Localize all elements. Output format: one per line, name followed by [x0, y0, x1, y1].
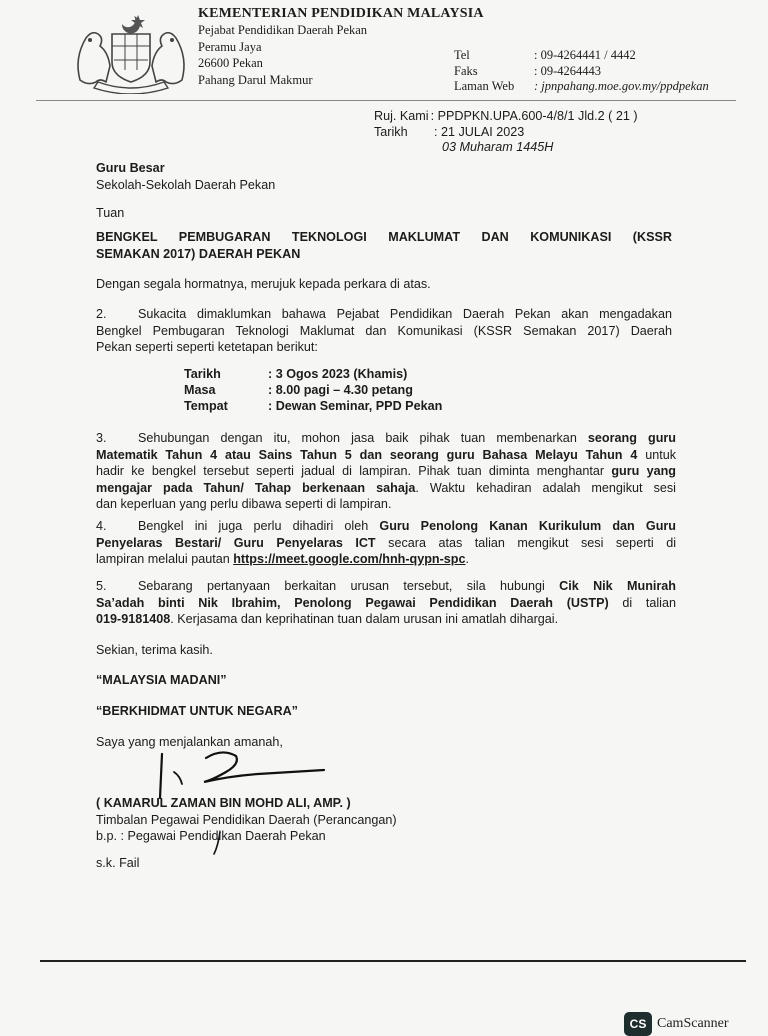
subject-line: BENGKEL PEMBUGARAN TEKNOLOGI MAKLUMAT DAN KOMUNIKASI (KSSR	[96, 230, 672, 244]
signatory-bp: b.p. : Pegawai Pendidikan Daerah Pekan	[96, 829, 326, 843]
paragraph-emphasis: mengajar pada Tahun/ Tahap berkenaan sahaja	[96, 480, 416, 495]
paragraph-line	[96, 518, 676, 535]
paragraph-emphasis: seorang guru	[587, 431, 676, 445]
opening-line: Dengan segala hormatnya, merujuk kepada perkara di atas.	[96, 277, 431, 291]
schedule-block	[184, 366, 442, 414]
sk-line: s.k. Fail	[96, 856, 140, 870]
schedule-value: : 8.00 pagi – 4.30 petang	[268, 383, 413, 397]
date-value: : 21 JULAI 2023	[434, 124, 525, 139]
contact-fax	[454, 64, 709, 80]
paragraph-line	[96, 430, 676, 447]
paragraph-emphasis: Guru Penolong Kanan Kurikulum dan Guru	[379, 519, 676, 533]
paragraph-text: lampiran melalui pautan	[96, 552, 234, 566]
paragraph-text: .	[465, 552, 470, 566]
paragraph-text: secara atas talian mengikut sesi seperti di	[375, 535, 676, 550]
footer-divider	[40, 960, 746, 962]
coat-of-arms-crest	[72, 10, 190, 94]
paragraph-line	[96, 578, 676, 595]
recipient-block	[96, 160, 275, 193]
contact-web	[454, 79, 709, 95]
subject-line: SEMAKAN 2017) DAERAH PEKAN	[96, 246, 301, 261]
schedule-row	[184, 366, 442, 382]
ministry-name: KEMENTERIAN PENDIDIKAN MALAYSIA	[198, 6, 484, 21]
paragraph-2	[96, 306, 672, 356]
motto-berkhidmat: “BERKHIDMAT UNTUK NEGARA”	[96, 704, 298, 718]
paragraph-line: Bengkel Pembugaran Teknologi Maklumat dan Komunikasi (KSSR Semakan 2017) Daerah	[96, 323, 672, 338]
paragraph-line	[96, 551, 676, 568]
schedule-label: Tempat	[184, 399, 228, 413]
schedule-label: Masa	[184, 383, 216, 397]
paragraph-emphasis: Sa’adah binti Nik Ibrahim, Penolong Pegawai Pendidikan Daerah (USTP)	[96, 595, 609, 610]
address-line: 26600 Pekan	[198, 56, 263, 70]
camscanner-label: CamScanner	[657, 1016, 729, 1031]
subject	[96, 229, 672, 262]
paragraph-emphasis: guru yang	[611, 464, 676, 478]
schedule-value: : 3 Ogos 2023 (Khamis)	[268, 367, 408, 381]
signatory-name: ( KAMARUL ZAMAN BIN MOHD ALI, AMP. )	[96, 796, 351, 810]
schedule-row	[184, 382, 442, 398]
meet-link[interactable]: https://meet.google.com/hnh-qypn-spc	[233, 552, 466, 566]
paragraph-text: hadir ke bengkel tersebut seperti jadual di lampiran. Pihak tuan diminta menghantar	[96, 464, 612, 478]
date-label: Tarikh	[374, 124, 408, 139]
camscanner-watermark	[624, 1012, 729, 1036]
paragraph-line	[96, 447, 676, 464]
paragraph-line	[96, 463, 676, 480]
address-line: Pahang Darul Makmur	[198, 72, 313, 87]
paragraph-line	[96, 306, 672, 323]
contact-value: : jpnpahang.moe.gov.my/ppdpekan	[534, 79, 709, 93]
ref-value: : PPDPKN.UPA.600-4/8/1 Jld.2 ( 21 )	[430, 109, 638, 123]
paragraph-text: Sehubungan dengan itu, mohon jasa baik pihak tuan membenarkan	[138, 431, 588, 445]
paragraph-emphasis: Penyelaras Bestari/ Guru Penyelaras ICT	[96, 535, 376, 550]
reference-block	[374, 109, 638, 156]
address-line: Pejabat Pendidikan Daerah Pekan	[198, 23, 368, 37]
amanah-line: Saya yang menjalankan amanah,	[96, 735, 283, 749]
contact-block	[454, 48, 709, 95]
date-row	[374, 125, 638, 141]
salutation: Tuan	[96, 206, 125, 220]
camscanner-logo-icon: CS	[624, 1012, 652, 1036]
address-line: Peramu Jaya	[198, 39, 262, 54]
signatory-title: Timbalan Pegawai Pendidikan Daerah (Perancangan)	[96, 812, 397, 827]
contact-value: : 09-4264441 / 4442	[534, 48, 636, 62]
paragraph-number: 3.	[96, 431, 107, 445]
paragraph-emphasis: Matematik Tahun 4 atau Sains Tahun 5 dan seorang guru Bahasa Melayu Tahun 4	[96, 447, 638, 462]
paragraph-line: Pekan seperti seperti ketetapan berikut:	[96, 340, 318, 354]
paragraph-text: di talian	[608, 595, 676, 610]
paragraph-text: Sukacita dimaklumkan bahawa Pejabat Pendidikan Daerah Pekan akan mengadakan	[138, 307, 672, 321]
contact-value: : 09-4264443	[534, 63, 602, 78]
reference-row	[374, 109, 638, 125]
contact-tel	[454, 48, 709, 64]
paragraph-5	[96, 578, 676, 628]
closing-line: Sekian, terima kasih.	[96, 643, 213, 657]
schedule-value: : Dewan Seminar, PPD Pekan	[268, 399, 443, 413]
letterhead-divider	[36, 100, 736, 101]
paragraph-text: Bengkel ini juga perlu dihadiri oleh	[138, 519, 380, 533]
paragraph-line	[96, 595, 676, 612]
paragraph-number: 4.	[96, 519, 107, 533]
paragraph-3	[96, 430, 676, 513]
contact-label: Faks	[454, 63, 478, 78]
recipient-title: Guru Besar	[96, 161, 165, 175]
paragraph-text: . Kerjasama dan keprihatinan tuan dalam urusan ini amatlah dihargai.	[170, 612, 559, 626]
hijri-date: 03 Muharam 1445H	[442, 140, 554, 154]
paragraph-line	[96, 611, 676, 628]
recipient-org: Sekolah-Sekolah Daerah Pekan	[96, 177, 276, 192]
paragraph-line: dan keperluan yang perlu dibawa seperti di lampiran.	[96, 497, 392, 511]
paragraph-text: Sebarang pertanyaan berkaitan urusan tersebut, sila hubungi	[138, 579, 560, 593]
contact-label: Tel	[454, 48, 470, 62]
paragraph-text: untuk	[637, 447, 677, 462]
motto-malaysia-madani: “MALAYSIA MADANI”	[96, 673, 227, 687]
paragraph-line	[96, 480, 676, 497]
contact-label: Laman Web	[454, 79, 515, 93]
paragraph-emphasis: 019-9181408	[96, 612, 171, 626]
paragraph-emphasis: Cik Nik Munirah	[559, 579, 676, 593]
paragraph-number: 2.	[96, 307, 107, 321]
signatory-block	[96, 795, 397, 845]
paragraph-text: . Waktu kehadiran adalah mengikut sesi	[415, 480, 676, 495]
paragraph-4	[96, 518, 676, 568]
paragraph-number: 5.	[96, 579, 107, 593]
schedule-row	[184, 398, 442, 414]
ref-label: Ruj. Kami	[374, 109, 429, 123]
paragraph-line	[96, 535, 676, 552]
schedule-label: Tarikh	[184, 367, 221, 381]
office-address	[198, 22, 367, 88]
